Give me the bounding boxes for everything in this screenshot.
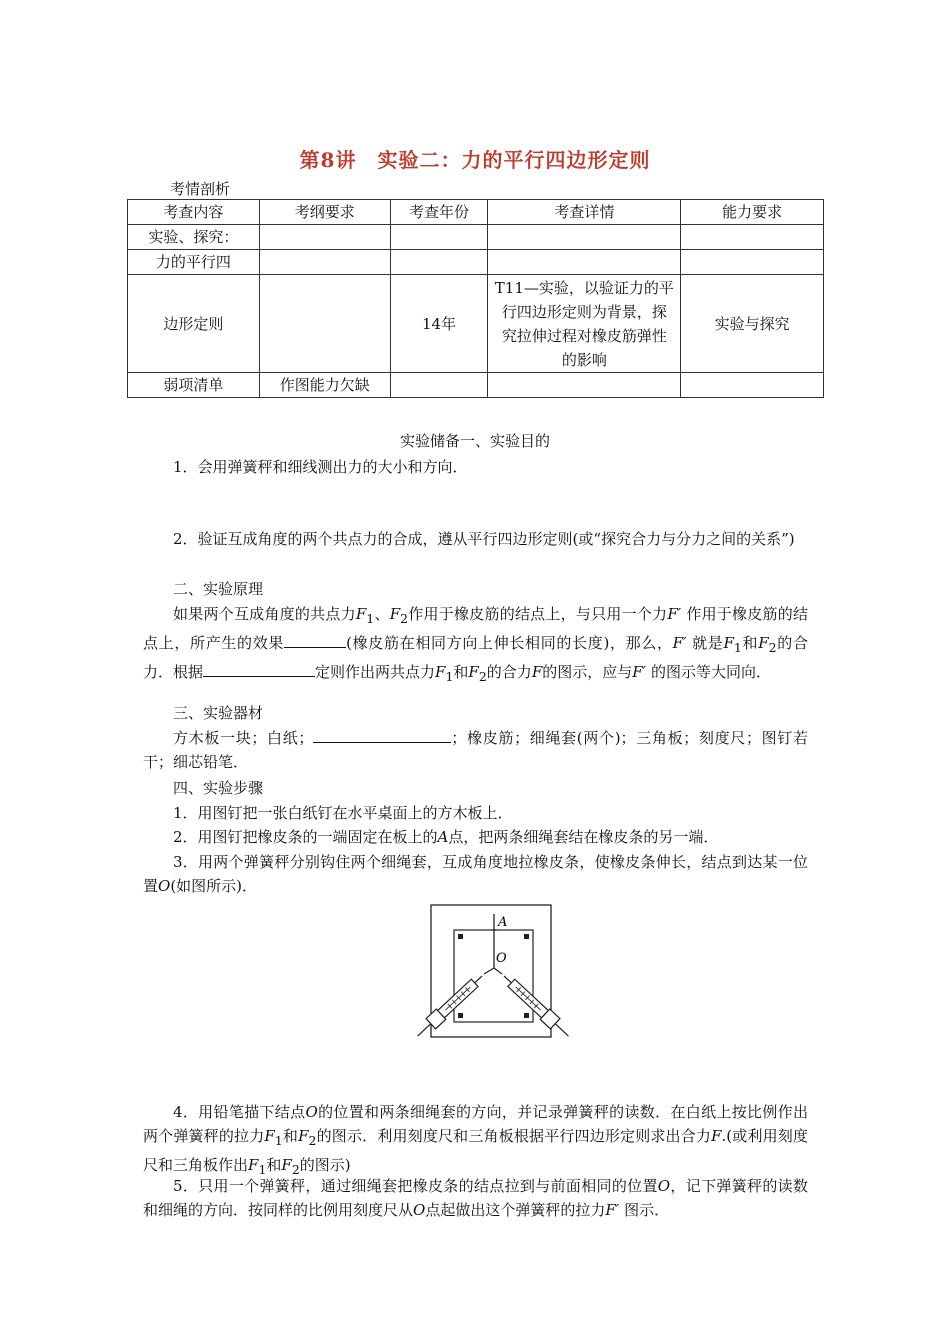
thumbtack-icon <box>524 934 529 939</box>
text: 和 <box>282 1127 299 1145</box>
text: 如果两个互成角度的共点力 <box>173 605 356 623</box>
symbol: F <box>248 1156 259 1174</box>
text: (如图所示)． <box>170 877 258 895</box>
text: ，记下弹簧秤的读数和细绳的方向．按同样的比例用刻度尺从 <box>143 1177 808 1219</box>
symbol: O <box>305 1103 318 1121</box>
symbol: F′ <box>672 634 687 652</box>
symbol: F <box>435 663 446 681</box>
table-cell <box>488 373 681 398</box>
text: 和 <box>453 663 469 681</box>
table-cell: 弱项清单 <box>128 373 260 398</box>
symbol: F <box>298 1127 309 1145</box>
thumbtack-icon <box>458 1013 463 1018</box>
step-3 <box>143 850 808 898</box>
subscript: 2 <box>291 1162 300 1177</box>
text: 的图示．利用刻度尺和三角板根据平行四边形定则求出合力 <box>316 1127 712 1145</box>
text: 5．只用一个弹簧秤，通过细绳套把橡皮条的结点拉到与前面相同的位置 <box>173 1177 658 1195</box>
exam-analysis-table <box>127 199 824 398</box>
text: 的位置和两条细绳套的方向，并记录弹簧秤的读数．在白纸上按比例作出两个弹簧秤的拉力 <box>143 1103 808 1145</box>
symbol: F′ <box>667 605 682 623</box>
text: 的图示，应与 <box>542 663 633 681</box>
symbol: O <box>657 1177 671 1195</box>
symbol: O <box>158 877 171 895</box>
text: 作用于橡皮筋的结点上，所产生的效果 <box>143 605 808 652</box>
step-5 <box>143 1174 808 1222</box>
subscript: 1 <box>258 1162 267 1177</box>
text: 的图示) <box>299 1156 351 1174</box>
thumbtack-icon <box>524 1013 529 1018</box>
table-cell-detail: T11—实验，以验证力的平行四边形定则为背景，探究拉伸过程对橡皮筋弹性的影响 <box>488 275 681 373</box>
table-cell: 14年 <box>390 275 488 373</box>
text: 、 <box>374 605 390 623</box>
symbol: F′ <box>605 1201 620 1219</box>
symbol: F <box>281 1156 292 1174</box>
experiment-figure <box>400 900 580 1070</box>
subscript: 2 <box>308 1133 317 1148</box>
text: 点起做出这个弹簧秤的拉力 <box>425 1201 606 1219</box>
fill-blank-1[interactable] <box>284 633 346 648</box>
table-header-cell: 考查内容 <box>128 200 260 225</box>
table-row <box>128 373 824 398</box>
symbol: F <box>389 605 401 623</box>
text: 定则作出两共点力 <box>315 663 436 681</box>
label-o: O <box>496 951 507 966</box>
table-cell <box>488 225 681 250</box>
table-row <box>128 275 824 373</box>
table-cell <box>681 250 824 275</box>
goal-2: 2．验证互成角度的两个共点力的合成，遵从平行四边形定则(或“探究合力与分力之间的关系”) <box>173 530 795 548</box>
symbol: F <box>758 634 769 652</box>
table-row <box>128 250 824 275</box>
section-title-principle: 二、实验原理 <box>173 580 264 598</box>
table-header-cell: 考查详情 <box>488 200 681 225</box>
table-cell: 边形定则 <box>128 275 260 373</box>
text: 的图示等大同向． <box>651 663 772 681</box>
table-header-cell: 考查年份 <box>390 200 488 225</box>
table-cell <box>681 373 824 398</box>
table-cell <box>390 250 488 275</box>
symbol: F <box>711 1127 722 1145</box>
step-4 <box>143 1100 808 1182</box>
subscript: 1 <box>274 1133 283 1148</box>
table-cell <box>259 250 390 275</box>
subscript: 1 <box>445 669 454 684</box>
text: 和 <box>266 1156 282 1174</box>
text: 和 <box>741 634 759 652</box>
text: 图示． <box>624 1201 670 1219</box>
page-title: 第8讲 实验二：力的平行四边形定则 <box>299 148 651 172</box>
subscript: 1 <box>366 611 375 626</box>
table-cell <box>488 250 681 275</box>
table-cell <box>259 275 390 373</box>
symbol: F <box>723 634 734 652</box>
symbol: O <box>413 1201 426 1219</box>
text: 点，把两条细绳套结在橡皮条的另一端． <box>448 828 719 846</box>
subscript: 1 <box>733 640 742 655</box>
fill-blank-2[interactable] <box>203 662 315 677</box>
symbol: F <box>468 663 479 681</box>
text: 方木板一块；白纸； <box>173 729 314 747</box>
equipment-paragraph <box>143 726 808 774</box>
step-2 <box>143 825 808 849</box>
text: 作用于橡皮筋的结点上，与只用一个力 <box>408 605 668 623</box>
right-spring-scale <box>499 971 573 1041</box>
text: ；橡皮筋；细绳套(两个)；三角板；刻度尺；图钉若干；细芯铅笔． <box>143 729 808 771</box>
analysis-label: 考情剖析 <box>170 180 231 198</box>
table-cell: 实验与探究 <box>681 275 824 373</box>
table-cell: 力的平行四 <box>128 250 260 275</box>
text: 4．用铅笔描下结点 <box>173 1103 306 1121</box>
table-cell <box>259 225 390 250</box>
symbol: F <box>355 605 367 623</box>
table-header-cell: 考纲要求 <box>259 200 390 225</box>
symbol: A <box>437 828 449 846</box>
text: 3．用两个弹簧秤分别钩住两个细绳套，互成角度地拉橡皮条，使橡皮条伸长，结点到达某一位置 <box>143 853 808 895</box>
table-cell: 作图能力欠缺 <box>259 373 390 398</box>
section-title-goals: 实验储备一、实验目的 <box>399 432 550 450</box>
text: 2．用图钉把橡皮条的一端固定在板上的 <box>173 828 438 846</box>
table-cell <box>390 225 488 250</box>
symbol: F′ <box>632 663 647 681</box>
table-row <box>128 225 824 250</box>
string-loops <box>484 968 502 974</box>
left-spring-scale <box>413 971 487 1041</box>
step-1: 1．用图钉把一张白纸钉在水平桌面上的方木板上． <box>173 804 513 822</box>
label-a: A <box>498 915 508 930</box>
symbol: F <box>531 663 543 681</box>
section-title-equipment: 三、实验器材 <box>173 704 264 722</box>
symbol: F <box>264 1127 275 1145</box>
principle-paragraph <box>143 602 808 689</box>
text: 的合力 <box>486 663 532 681</box>
goal-1: 1．会用弹簧秤和细线测出力的大小和方向． <box>173 458 468 476</box>
table-cell <box>390 373 488 398</box>
text: (橡皮筋在相同方向上伸长相同的长度)，那么， <box>346 634 673 652</box>
subscript: 2 <box>400 611 409 626</box>
thumbtack-icon <box>458 934 463 939</box>
table-header-row <box>128 200 824 225</box>
text: 的合力．根据 <box>143 634 808 681</box>
subscript: 2 <box>478 669 487 684</box>
text: .(或利用刻度尺和三角板作出 <box>143 1127 808 1174</box>
section-title-steps: 四、实验步骤 <box>173 779 264 797</box>
subscript: 2 <box>768 640 777 655</box>
table-header-cell: 能力要求 <box>681 200 824 225</box>
table-cell: 实验、探究： <box>128 225 260 250</box>
table-cell <box>681 225 824 250</box>
fill-blank-3[interactable] <box>313 728 451 743</box>
text: 就是 <box>691 634 724 652</box>
